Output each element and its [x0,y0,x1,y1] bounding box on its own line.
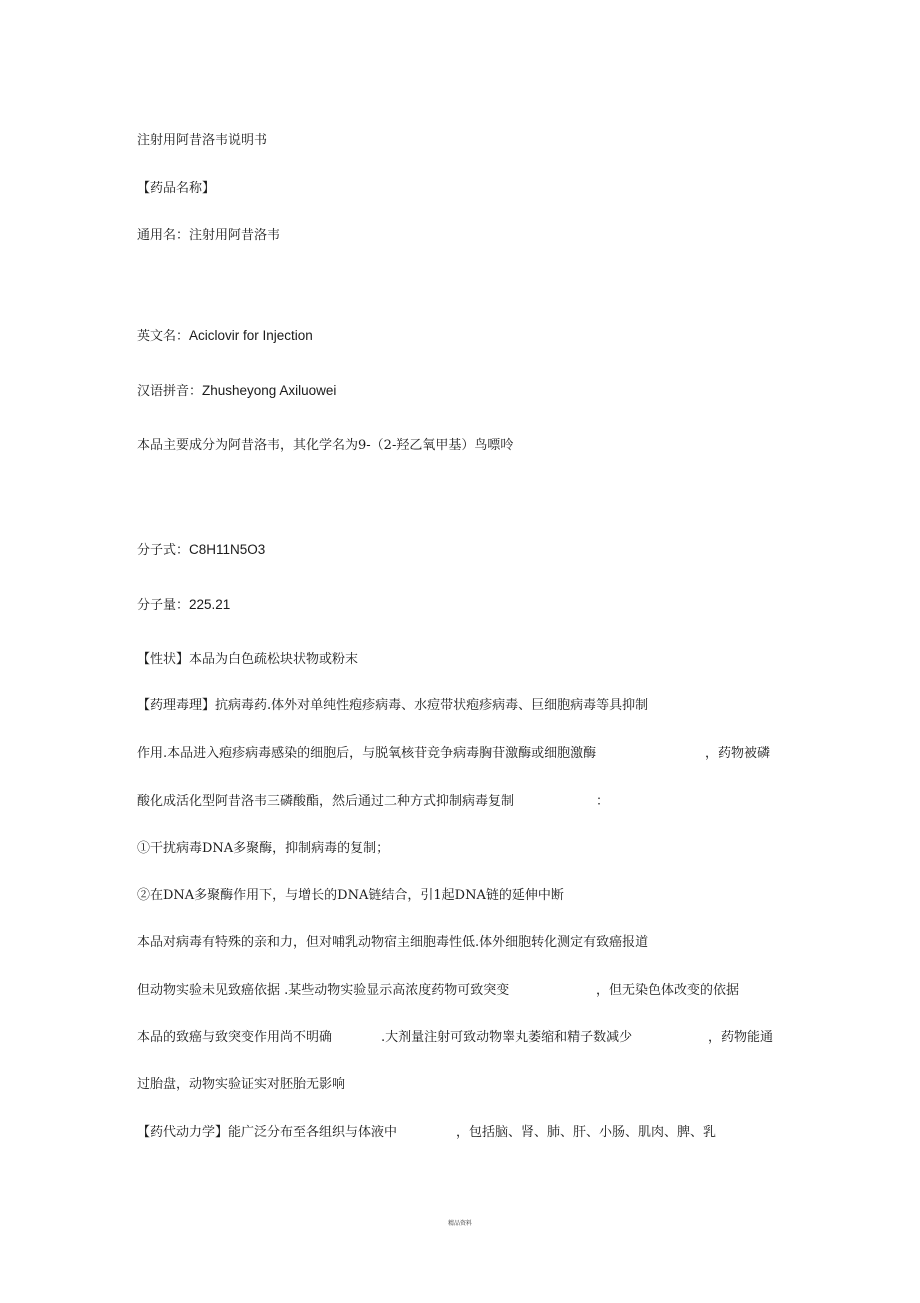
pharmacology-line-7a: 但动物实验未见致癌依据 .某些动物实验显示高浓度药物可致突变 [137,983,510,998]
english-name-line [137,328,313,345]
pharmacology-line-3a: 酸化成活化型阿昔洛韦三磷酸酯，然后通过二种方式抑制病毒复制 [137,794,515,809]
molecular-weight-label: 分子量： [137,598,190,613]
pharmacology-line-3b: ： [596,794,610,809]
chemical-name: 9-（2-羟乙氧甲基）鸟嘌呤 [358,438,514,453]
pharmacology-line-7b: ，但无染色体改变的依据 [596,983,740,998]
section-drug-name-header: 【药品名称】 [137,181,216,196]
pharmacology-line-8b: .大剂量注射可致动物睾丸萎缩和精子数减少 [381,1030,633,1045]
pharmacology-line-8c: ，药物能通 [708,1030,774,1045]
pharmacology-line-5: ②在DNA多聚酶作用下，与增长的DNA链结合，引1起DNA链的延伸中断 [137,888,564,903]
pharmacology-line-8a: 本品的致癌与致突变作用尚不明确 [137,1030,333,1045]
pharmacology-line-6: 本品对病毒有特殊的亲和力，但对哺乳动物宿主细胞毒性低.体外细胞转化测定有致癌报道 [137,935,649,950]
generic-name-line: 通用名：注射用阿昔洛韦 [137,228,281,243]
pinyin-label: 汉语拼音： [137,384,203,399]
pharmacology-line-4: ①干扰病毒DNA多聚酶，抑制病毒的复制； [137,841,390,856]
pinyin-value: Zhusheyong Axiluowei [202,383,337,398]
pharmacokinetics-line-1b: ，包括脑、肾、肺、肝、小肠、肌肉、脾、乳 [456,1125,717,1140]
pharmacology-line-1: 【药理毒理】抗病毒药.体外对单纯性疱疹病毒、水痘带状疱疹病毒、巨细胞病毒等具抑制 [137,698,649,713]
pharmacokinetics-line-1a: 【药代动力学】能广泛分布至各组织与体液中 [137,1125,398,1140]
composition-text: 本品主要成分为阿昔洛韦，其化学名为 [137,438,359,453]
pharmacology-line-9: 过胎盘，动物实验证实对胚胎无影响 [137,1077,346,1092]
page-footer-label: 精品资料 [447,1220,472,1227]
pharmacology-line-2b: ，药物被磷 [705,746,771,761]
formula-label: 分子式： [137,543,190,558]
formula-line [137,542,265,559]
english-name-label: 英文名： [137,329,190,344]
molecular-weight-line [137,597,230,614]
formula-value: C8H11N5O3 [189,542,266,557]
pinyin-line [137,383,336,400]
document-title: 注射用阿昔洛韦说明书 [137,133,268,148]
pharmacology-line-2a: 作用.本品进入疱疹病毒感染的细胞后，与脱氧核苷竞争病毒胸苷激酶或细胞激酶 [137,746,597,761]
properties-line: 【性状】本品为白色疏松块状物或粉末 [137,652,359,667]
english-name-value: Aciclovir for Injection [189,328,313,343]
composition-line [137,438,513,454]
molecular-weight-value: 225.21 [189,597,231,612]
